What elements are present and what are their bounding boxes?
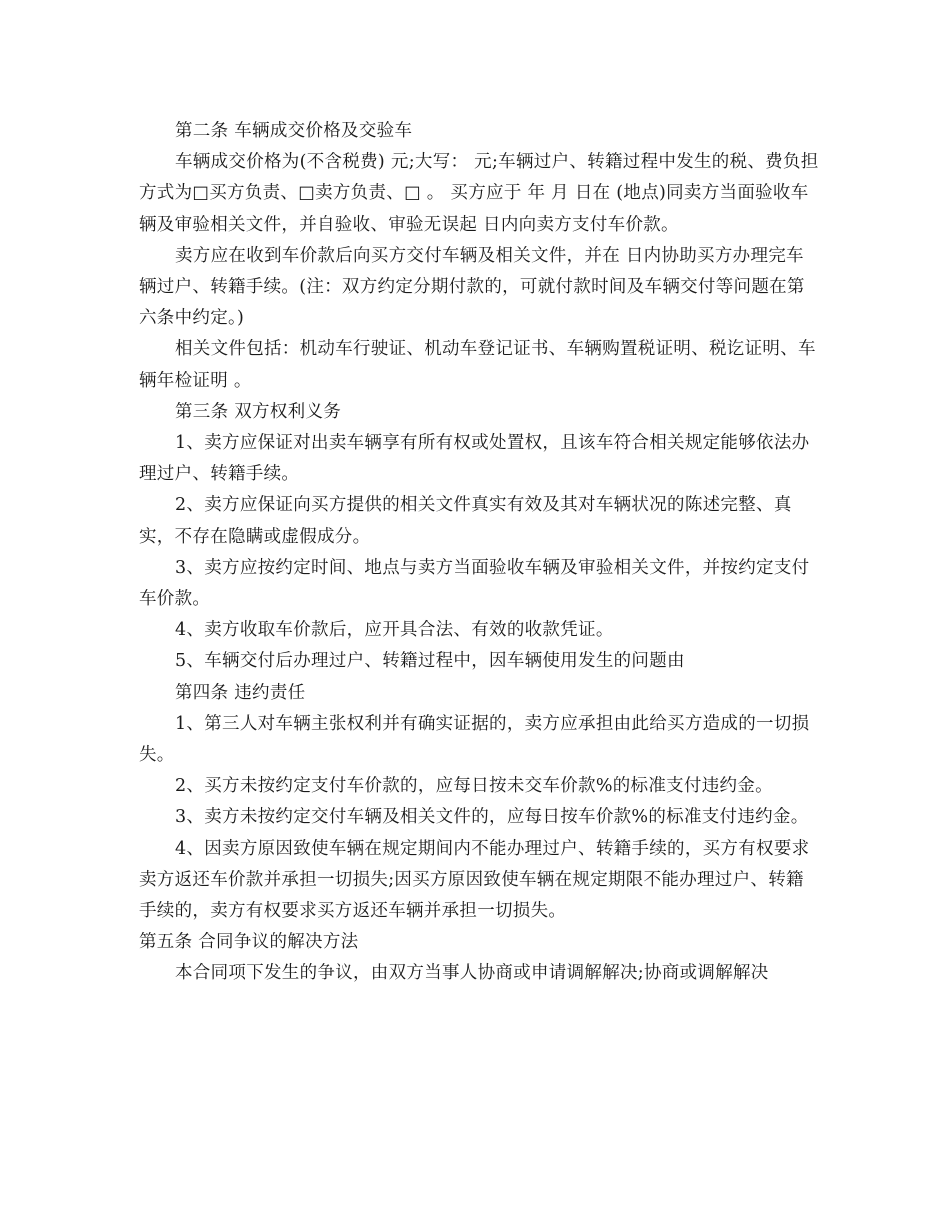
article-4-item-3: 3、卖方未按约定交付车辆及相关文件的，应每日按车价款%的标准支付违约金。 bbox=[175, 807, 809, 828]
article-3-item-2: 2、卖方应保证向买方提供的相关文件真实有效及其对车辆状况的陈述完整、真实，不存在隐瞒或虚假成分。 bbox=[139, 495, 792, 547]
article-3-heading: 第三条 双方权利义务 bbox=[175, 401, 342, 422]
article-3-item-4: 4、卖方收取车价款后，应开具合法、有效的收款凭证。 bbox=[175, 620, 614, 641]
article-4-heading: 第四条 违约责任 bbox=[175, 682, 306, 703]
document-body bbox=[139, 116, 819, 990]
article-2-delivery-paragraph: 卖方应在收到车价款后向买方交付车辆及相关文件，并在 日内协助买方办理完车辆过户、转籍手续。(注：双方约定分期付款的，可就付款时间及车辆交付等问题在第六条中约定。) bbox=[139, 245, 805, 329]
article-3-item-1: 1、卖方应保证对出卖车辆享有所有权或处置权，且该车符合相关规定能够依法办理过户、转籍手续。 bbox=[139, 433, 810, 485]
article-4-item-4: 4、因卖方原因致使车辆在规定期间内不能办理过户、转籍手续的，买方有权要求卖方返还车价款并承担一切损失;因买方原因致使车辆在规定期限不能办理过户、转籍手续的，卖方有权要求买方返还车辆并承担一切损失。 bbox=[139, 838, 810, 922]
article-3-item-3: 3、卖方应按约定时间、地点与卖方当面验收车辆及审验相关文件，并按约定支付车价款。 bbox=[139, 557, 810, 610]
article-3-item-5: 5、车辆交付后办理过户、转籍过程中，因车辆使用发生的问题由 bbox=[175, 651, 685, 672]
article-5-heading: 第五条 合同争议的解决方法 bbox=[139, 932, 359, 953]
article-2-heading: 第二条 车辆成交价格及交验车 bbox=[175, 121, 413, 141]
article-4-item-1: 1、第三人对车辆主张权利并有确实证据的，卖方应承担由此给买方造成的一切损失。 bbox=[139, 713, 810, 766]
article-5-paragraph: 本合同项下发生的争议，由双方当事人协商或申请调解解决;协商或调解解决 bbox=[175, 963, 769, 984]
article-2-documents-paragraph: 相关文件包括：机动车行驶证、机动车登记证书、车辆购置税证明、税讫证明、车辆年检证明 。 bbox=[139, 339, 816, 391]
article-4-item-2: 2、买方未按约定支付车价款的，应每日按未交车价款%的标准支付违约金。 bbox=[175, 776, 773, 797]
article-2-price-paragraph: 车辆成交价格为(不含税费) 元;大写： 元;车辆过户、转籍过程中发生的税、费负担方式为□买方负责、□卖方负责、□ 。 买方应于 年 月 日在 (地点)同卖方当面验收车辆及审验相关文件，并自验收、审验无误起 日内向卖方支付车价款。 bbox=[139, 152, 819, 235]
